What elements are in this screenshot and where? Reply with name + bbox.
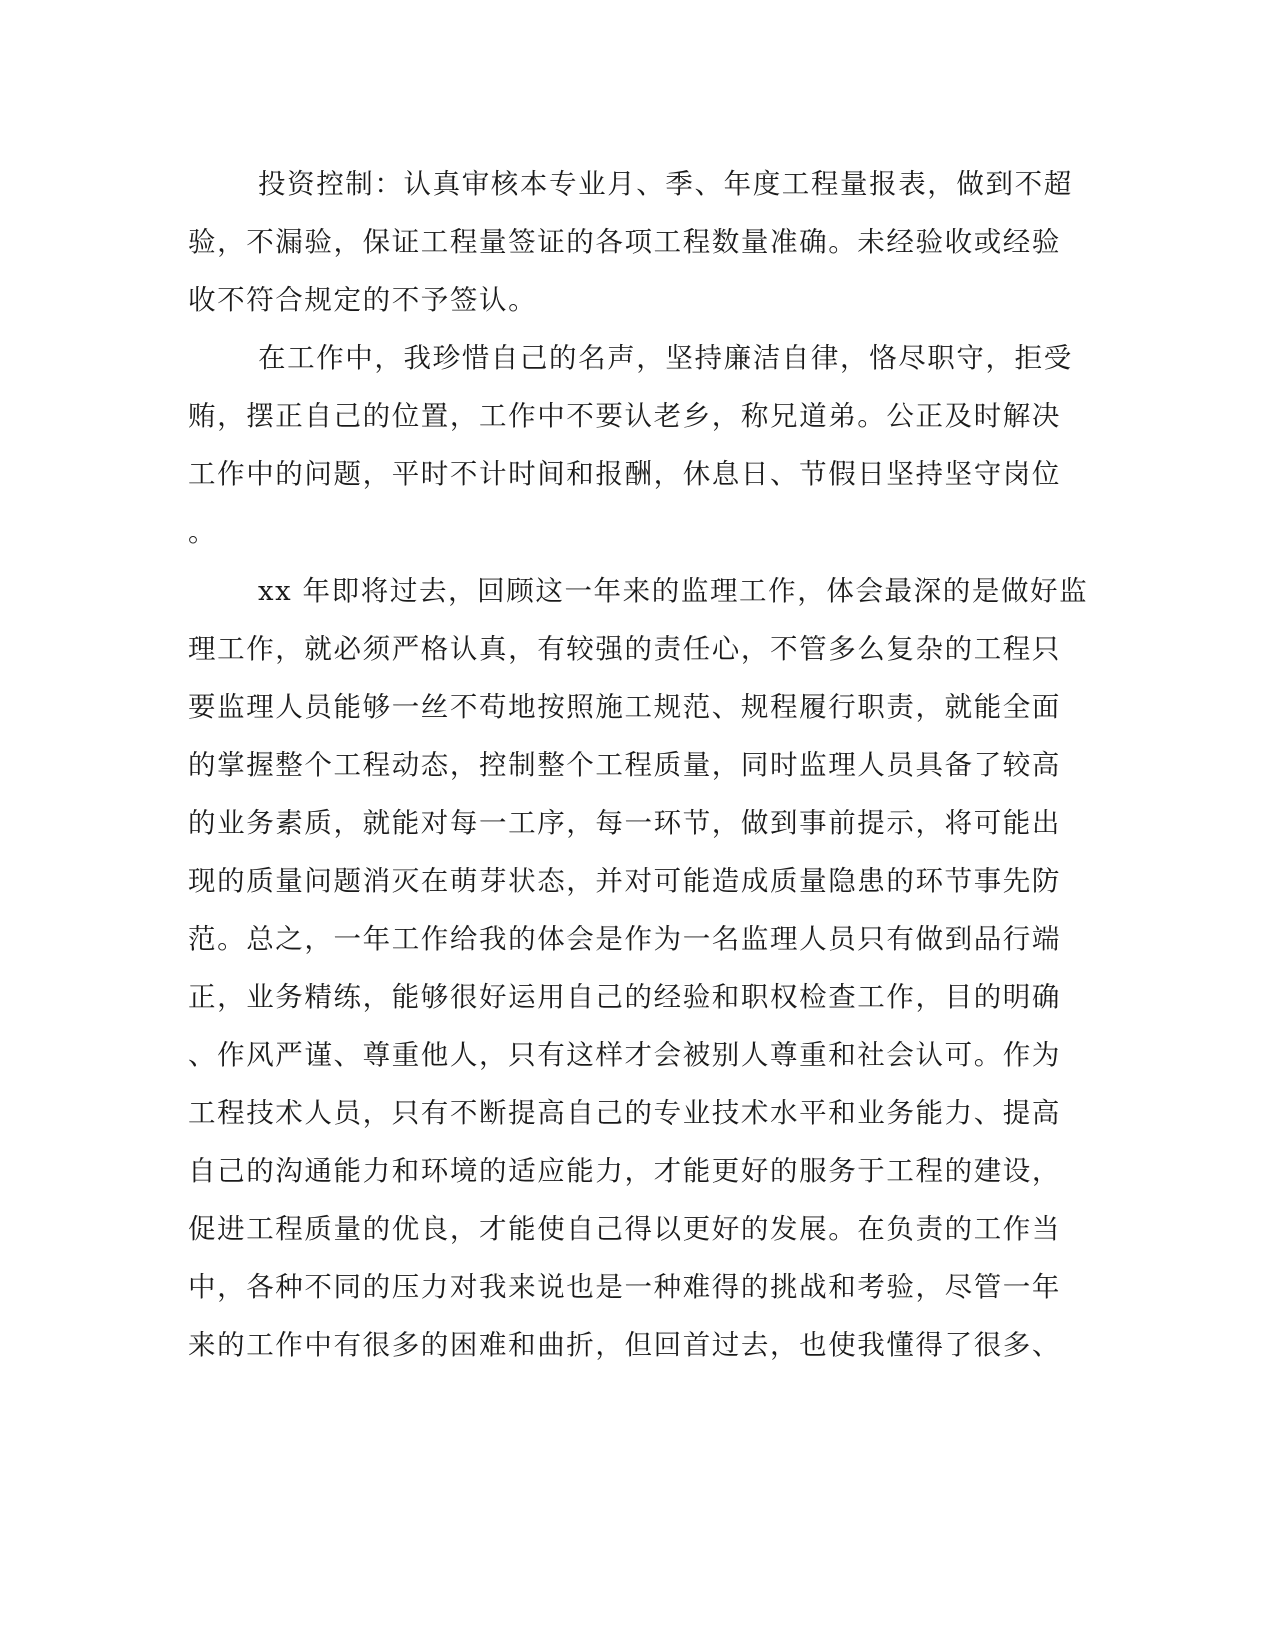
- paragraph-3-line-13: 中，各种不同的压力对我来说也是一种难得的挑战和考验，尽管一年: [188, 1271, 1061, 1303]
- paragraph-3-line-9: 、作风严谨、尊重他人，只有这样才会被别人尊重和社会认可。作为: [188, 1039, 1061, 1071]
- paragraph-3-line-10: 工程技术人员，只有不断提高自己的专业技术水平和业务能力、提高: [188, 1097, 1061, 1129]
- paragraph-3-line-1: xx 年即将过去，回顾这一年来的监理工作，体会最深的是做好监: [258, 575, 1089, 607]
- paragraph-3-line-11: 自己的沟通能力和环境的适应能力，才能更好的服务于工程的建设，: [188, 1155, 1061, 1187]
- paragraph-1-line-1: 投资控制：认真审核本专业月、季、年度工程量报表，做到不超: [258, 168, 1073, 200]
- paragraph-3-line-6: 现的质量问题消灭在萌芽状态，并对可能造成质量隐患的环节事先防: [188, 865, 1061, 897]
- paragraph-3-line-8: 正，业务精练，能够很好运用自己的经验和职权检查工作，目的明确: [188, 981, 1061, 1013]
- paragraph-3-line-5: 的业务素质，就能对每一工序，每一环节，做到事前提示，将可能出: [188, 807, 1061, 839]
- paragraph-1-line-2: 验，不漏验，保证工程量签证的各项工程数量准确。未经验收或经验: [188, 226, 1061, 258]
- paragraph-3-line-7: 范。总之，一年工作给我的体会是作为一名监理人员只有做到品行端: [188, 923, 1061, 955]
- paragraph-2-line-1: 在工作中，我珍惜自己的名声，坚持廉洁自律，恪尽职守，拒受: [258, 342, 1073, 374]
- paragraph-2-line-3: 工作中的问题，平时不计时间和报酬，休息日、节假日坚持坚守岗位: [188, 458, 1061, 490]
- paragraph-2-line-4: 。: [188, 516, 218, 548]
- paragraph-3-line-12: 促进工程质量的优良，才能使自己得以更好的发展。在负责的工作当: [188, 1213, 1061, 1245]
- paragraph-3-line-3: 要监理人员能够一丝不苟地按照施工规范、规程履行职责，就能全面: [188, 691, 1061, 723]
- paragraph-1-line-3: 收不符合规定的不予签认。: [188, 284, 538, 316]
- paragraph-3-line-2: 理工作，就必须严格认真，有较强的责任心，不管多么复杂的工程只: [188, 633, 1061, 665]
- paragraph-3-line-14: 来的工作中有很多的困难和曲折，但回首过去，也使我懂得了很多、: [188, 1329, 1061, 1361]
- paragraph-2-line-2: 贿，摆正自己的位置，工作中不要认老乡，称兄道弟。公正及时解决: [188, 400, 1061, 432]
- paragraph-3-line-4: 的掌握整个工程动态，控制整个工程质量，同时监理人员具备了较高: [188, 749, 1061, 781]
